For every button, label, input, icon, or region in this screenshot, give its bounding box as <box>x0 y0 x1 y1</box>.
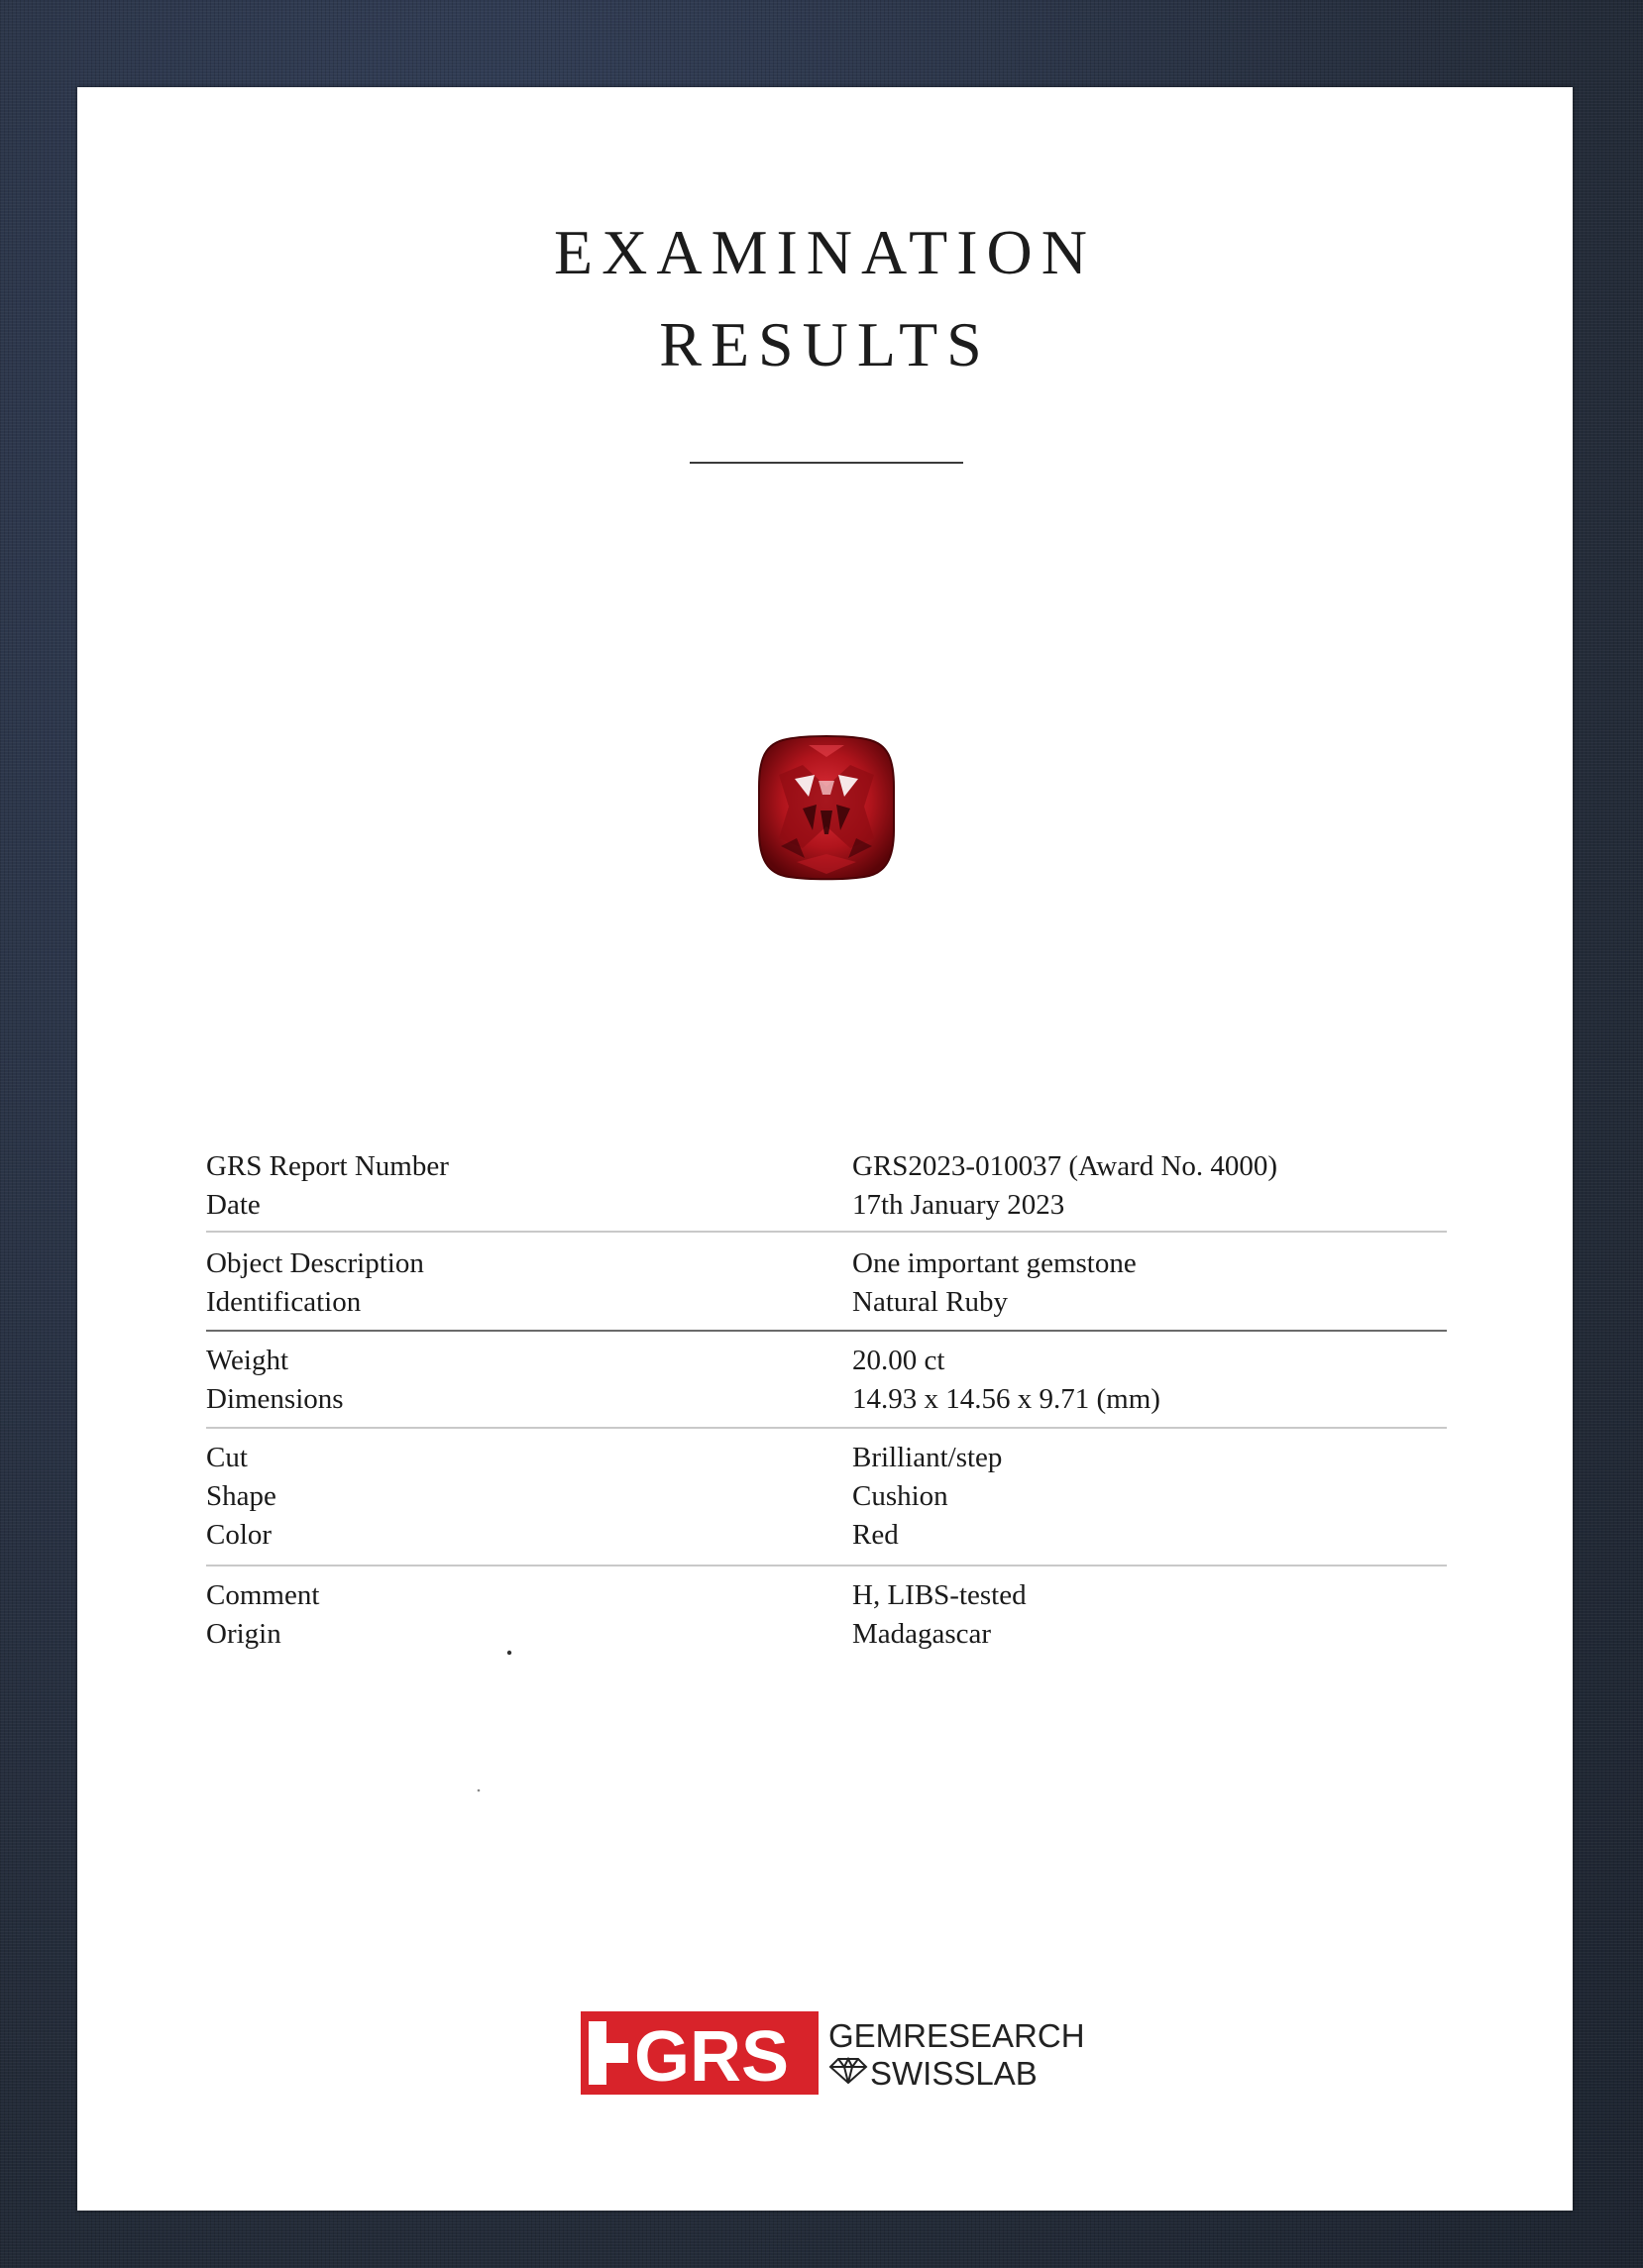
report-value: One important gemstone <box>852 1247 1137 1279</box>
report-value: Madagascar <box>852 1618 992 1650</box>
report-group-appearance <box>206 1427 1447 1565</box>
report-group-origin <box>206 1565 1447 1660</box>
grs-logo <box>581 2009 1085 2099</box>
diamond-icon <box>830 2059 866 2083</box>
cushion-cut-ruby-icon <box>757 735 896 880</box>
report-label: Shape <box>206 1480 276 1512</box>
document-title-line1: EXAMINATION <box>554 217 1096 287</box>
report-row <box>206 1615 1447 1654</box>
logo-line1: GEMRESEARCH <box>828 2017 1085 2054</box>
report-row <box>206 1244 1447 1283</box>
report-value: Brilliant/step <box>852 1442 1003 1473</box>
document-title-line2: RESULTS <box>659 309 991 379</box>
report-row <box>206 1342 1447 1380</box>
report-row <box>206 1147 1447 1186</box>
report-row <box>206 1186 1447 1225</box>
report-details-table <box>206 1147 1447 1660</box>
report-row <box>206 1477 1447 1516</box>
report-label: Identification <box>206 1286 362 1318</box>
report-row <box>206 1516 1447 1555</box>
report-label: Date <box>206 1189 261 1221</box>
report-label: Color <box>206 1519 273 1551</box>
report-label: GRS Report Number <box>206 1150 449 1182</box>
report-label: Object Description <box>206 1247 424 1279</box>
report-group-measurements <box>206 1330 1447 1427</box>
report-label: Cut <box>206 1442 248 1473</box>
report-value: 20.00 ct <box>852 1345 945 1376</box>
report-label: Dimensions <box>206 1383 344 1415</box>
report-value: Red <box>852 1519 899 1551</box>
report-value: 14.93 x 14.56 x 9.71 (mm) <box>852 1383 1160 1415</box>
report-row <box>206 1576 1447 1615</box>
logo-line2: SWISSLAB <box>870 2055 1038 2092</box>
report-row <box>206 1439 1447 1477</box>
report-label: Comment <box>206 1579 320 1611</box>
certificate-sheet <box>77 87 1573 2211</box>
logo-mark-text: GRS <box>634 2017 790 2097</box>
report-value: H, LIBS-tested <box>852 1579 1027 1611</box>
title-divider <box>690 462 963 464</box>
report-group-reference <box>206 1147 1447 1231</box>
report-value: Natural Ruby <box>852 1286 1009 1318</box>
report-value: Cushion <box>852 1480 948 1512</box>
report-label: Weight <box>206 1345 289 1376</box>
report-value: 17th January 2023 <box>852 1189 1065 1221</box>
report-group-identification <box>206 1231 1447 1330</box>
report-value: GRS2023-010037 (Award No. 4000) <box>852 1150 1278 1182</box>
report-row <box>206 1283 1447 1322</box>
report-label: Origin <box>206 1618 281 1650</box>
report-row <box>206 1380 1447 1419</box>
